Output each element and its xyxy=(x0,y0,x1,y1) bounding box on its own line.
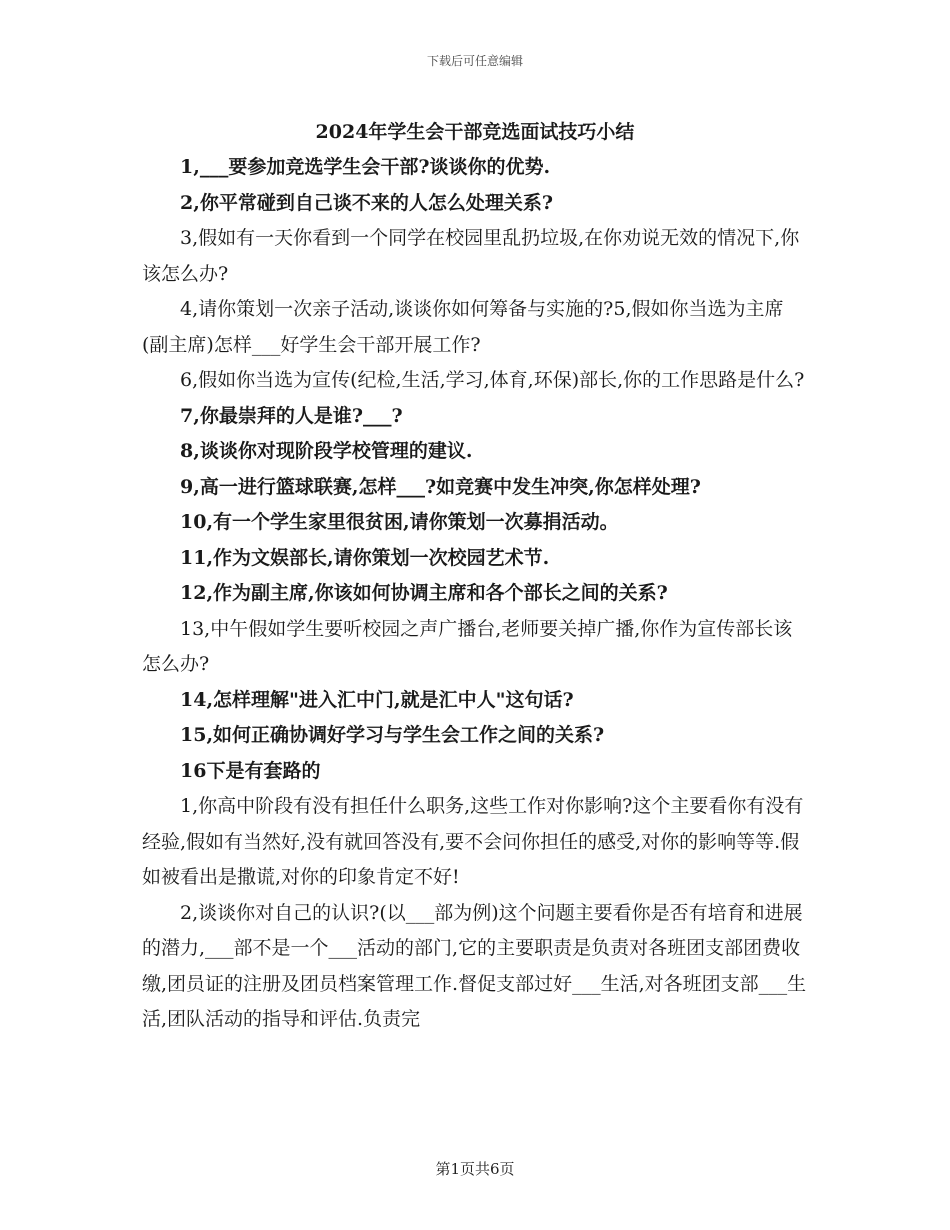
document-title: 2024年学生会干部竞选面试技巧小结 xyxy=(315,121,635,143)
paragraph: 13,中午假如学生要听校园之声广播台,老师要关掉广播,你作为宣传部长该怎么办? xyxy=(142,617,793,675)
paragraph: 2,你平常碰到自己谈不来的人怎么处理关系? xyxy=(180,191,553,214)
paragraph: 12,作为副主席,你该如何协调主席和各个部长之间的关系? xyxy=(180,582,668,604)
paragraph: 1,___要参加竞选学生会干部?谈谈你的优势. xyxy=(180,156,551,178)
paragraph: 10,有一个学生家里很贫困,请你策划一次募捐活动。 xyxy=(180,511,619,533)
paragraph: 8,谈谈你对现阶段学校管理的建议. xyxy=(180,440,473,462)
page-header: 下载后可任意编辑 xyxy=(426,54,523,68)
paragraph: 16下是有套路的 xyxy=(180,759,321,782)
paragraph: 6,假如你当选为宣传(纪检,生活,学习,体育,环保)部长,你的工作思路是什么? xyxy=(180,369,805,391)
document-body xyxy=(142,150,808,1038)
paragraph: 2,谈谈你对自己的认识?(以___部为例)这个问题主要看你是否有培育和进展的潜力,___部不是一个___活动的部门,它的主要职责是负责对各班团支部团费收缴,团员证的注册及团员档案管理工作.督促支部过好___生活,对各班团支部___生活,团队活动的指导和评估.负责完 xyxy=(142,901,807,1030)
paragraph: 11,作为文娱部长,请你策划一次校园艺术节. xyxy=(180,546,550,569)
paragraph: 3,假如有一天你看到一个同学在校园里乱扔垃圾,在你劝说无效的情况下,你该怎么办? xyxy=(142,227,800,285)
paragraph: 15,如何正确协调好学习与学生会工作之间的关系? xyxy=(180,724,605,746)
paragraph: 14,怎样理解"进入汇中门,就是汇中人"这句话? xyxy=(180,688,574,711)
paragraph: 4,请你策划一次亲子活动,谈谈你如何筹备与实施的?5,假如你当选为主席(副主席)怎样___好学生会干部开展工作? xyxy=(142,298,784,356)
paragraph: 9,高一进行篮球联赛,怎样___?如竞赛中发生冲突,你怎样处理? xyxy=(180,475,701,498)
paragraph: 1,你高中阶段有没有担任什么职务,这些工作对你影响?这个主要看你有没有经验,假如有当然好,没有就回答没有,要不会问你担任的感受,对你的影响等等.假如被看出是撒谎,对你的印象肯定不好! xyxy=(142,795,804,888)
page-footer: 第1页共6页 xyxy=(435,1160,515,1178)
paragraph: 7,你最崇拜的人是谁?___? xyxy=(180,404,403,427)
